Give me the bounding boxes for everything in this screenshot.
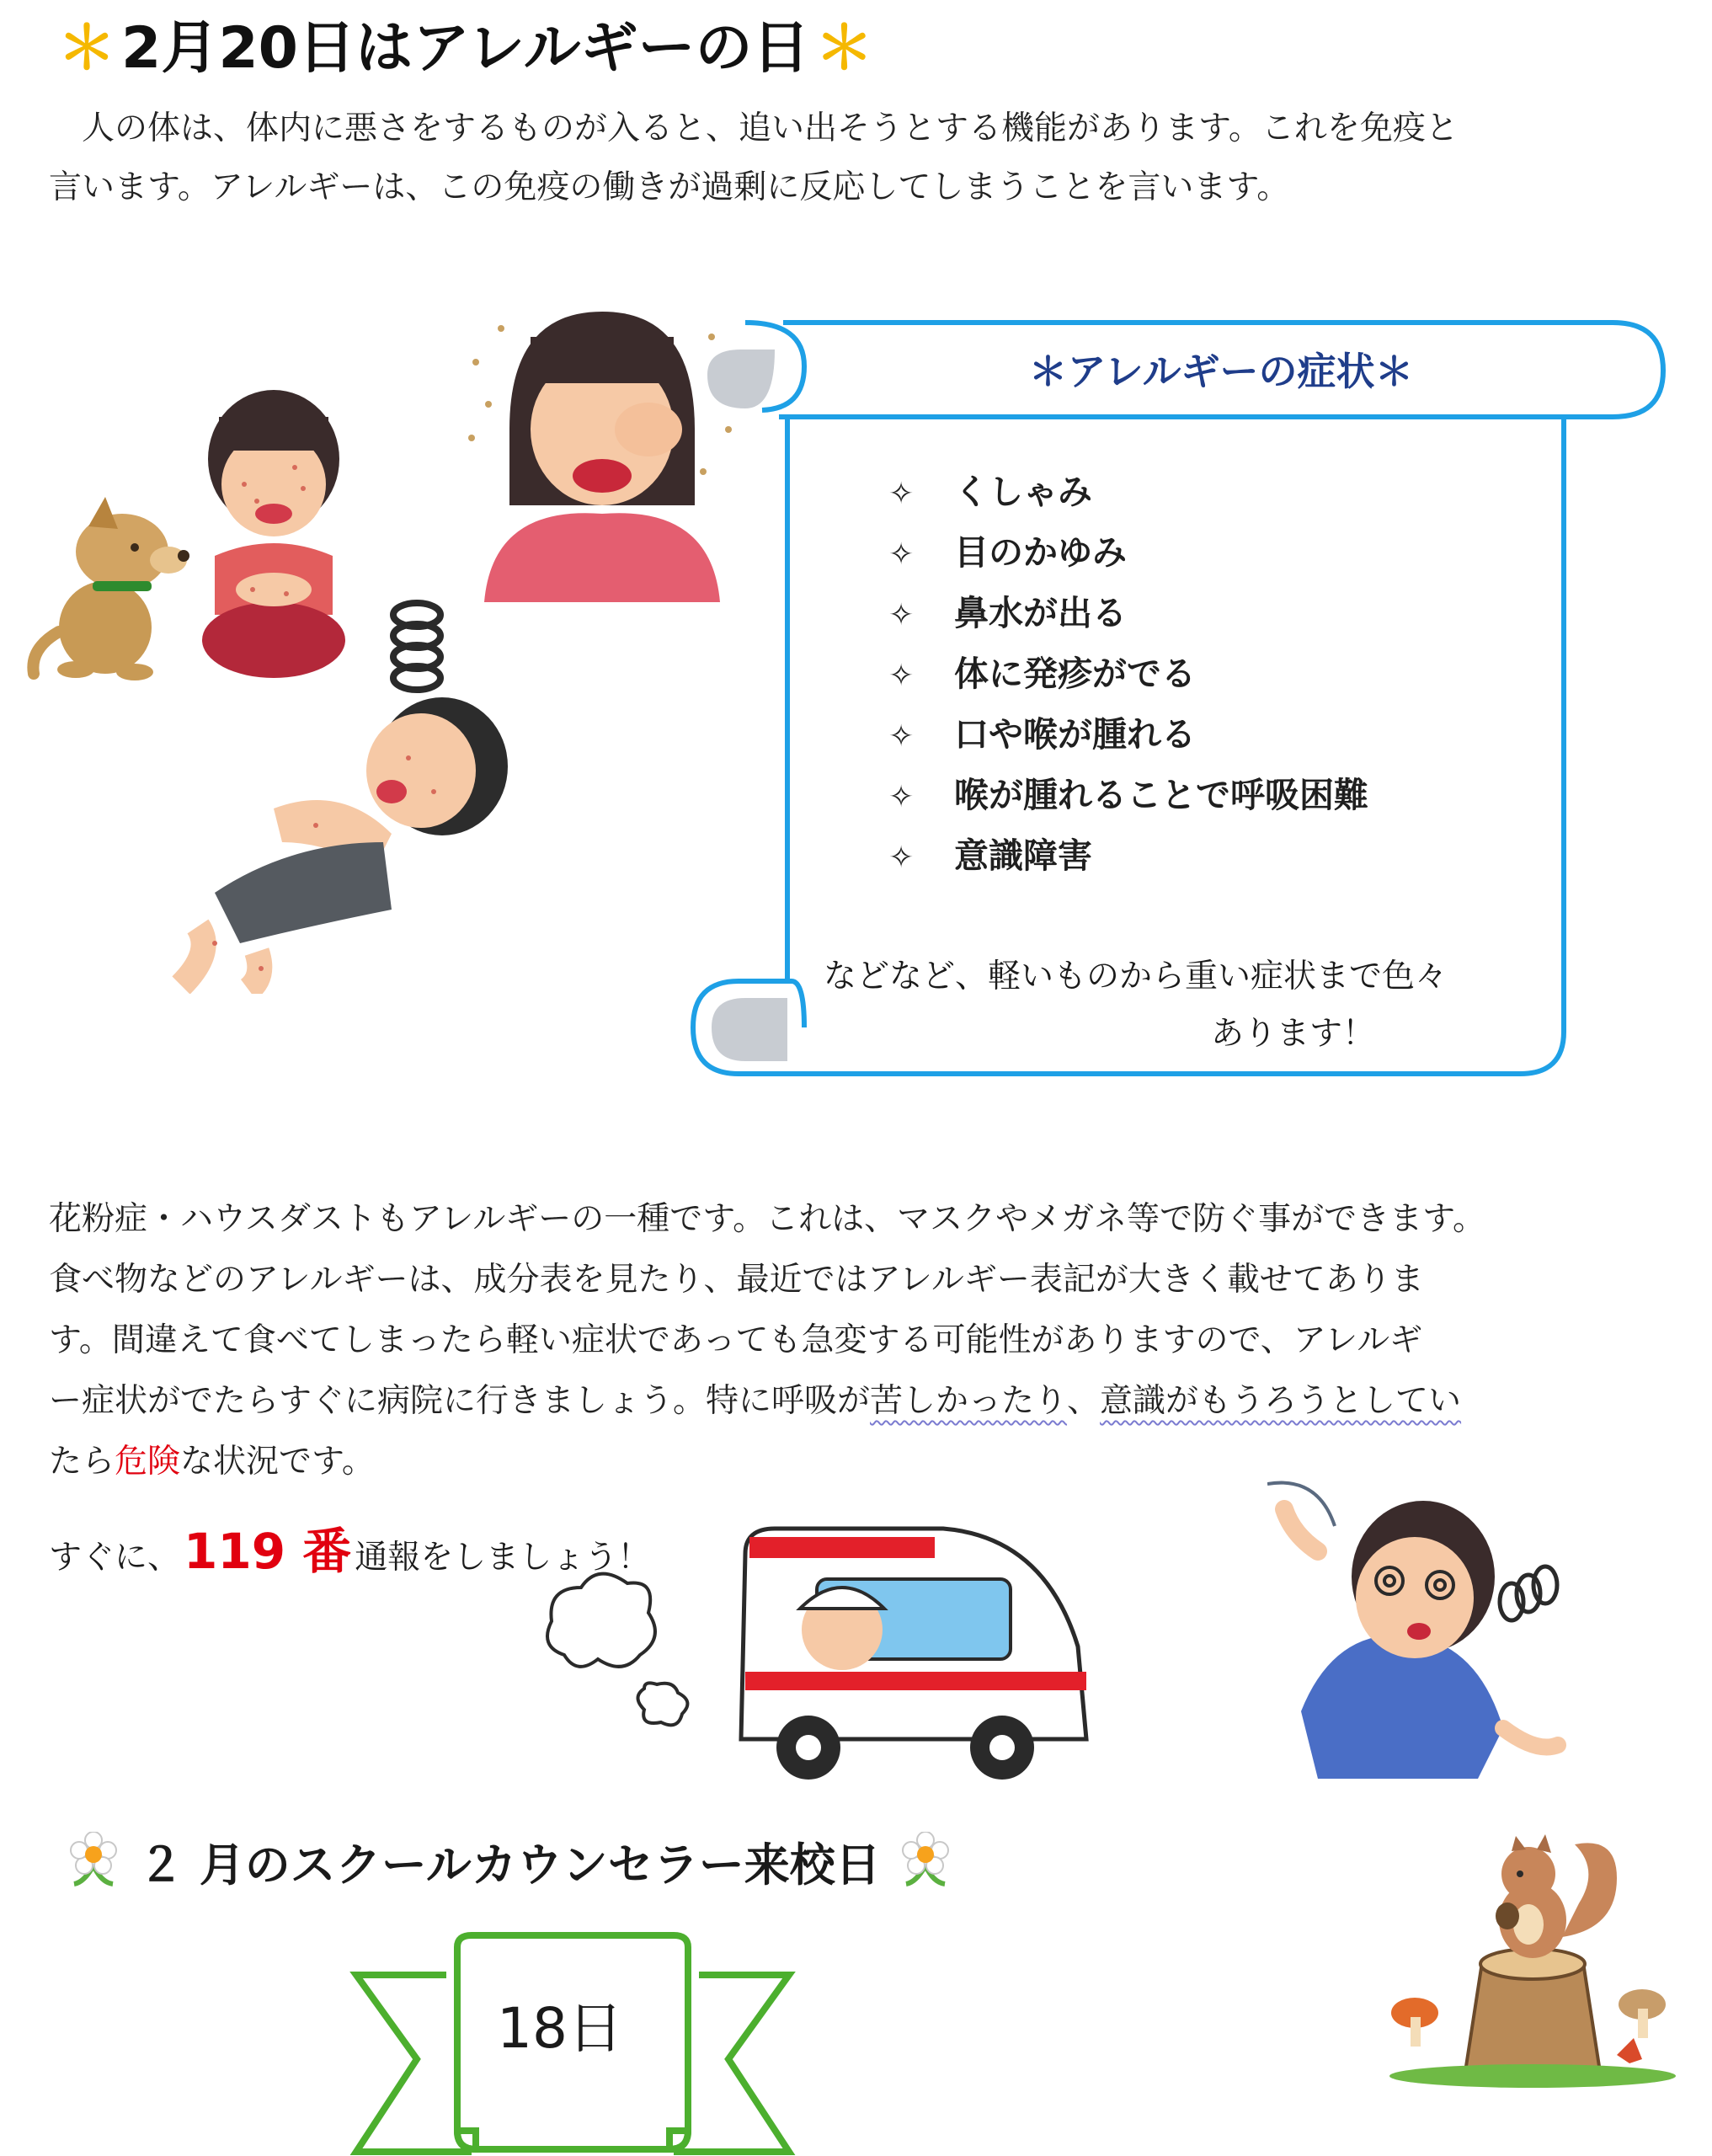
symptom-label: 体に発疹がでる <box>954 654 1196 694</box>
paragraph-line <box>49 1371 1531 1432</box>
symptom-label: 意識障害 <box>954 835 1092 876</box>
sparkle-bullet-icon: ✧ <box>888 841 915 875</box>
symptom-label: 鼻水が出る <box>954 593 1127 633</box>
symptom-list <box>888 462 1368 886</box>
symptom-label: くしゃみ <box>954 472 1092 512</box>
paragraph-line: 花粉症・ハウスダストもアレルギーの一種です。これは、マスクやメガネ等で防ぐ事ができます。 <box>49 1200 1486 1238</box>
list-item <box>888 462 1368 522</box>
symptom-box-title: ＊アレルギーの症状＊ <box>1028 349 1414 394</box>
emergency-number: 119 番 <box>184 1523 352 1580</box>
allergy-paragraph <box>49 1189 1531 1492</box>
spellcheck-segment: 苦しかったり <box>870 1382 1068 1420</box>
intro-line: 人の体は、体内に悪さをするものが入ると、追い出そうとする機能があります。これを免疫と <box>49 109 1459 147</box>
list-item <box>888 825 1368 886</box>
text-segment: 、 <box>1067 1382 1101 1420</box>
sparkle-bullet-icon: ✧ <box>888 598 915 632</box>
intro-paragraph <box>49 99 1480 217</box>
symptom-note: などなど、軽いものから重い症状まで色々 <box>824 958 1448 995</box>
counselor-date: 18日 <box>497 1996 623 2061</box>
daisy-icon <box>899 1832 952 1891</box>
text-segment: ー症状がでたらすぐに病院に行きましょう。特に呼吸が <box>49 1382 871 1420</box>
symptom-label: 目のかゆみ <box>954 532 1127 573</box>
squirrel-stump-illustration <box>1364 1811 1676 2089</box>
text-segment: たら <box>49 1443 115 1481</box>
spellcheck-segment: 意識がもうろうとしてい <box>1100 1382 1462 1420</box>
star-icon: ＊ <box>814 13 874 83</box>
list-item <box>888 583 1368 643</box>
danger-word: 危険 <box>115 1443 181 1481</box>
counselor-heading <box>67 1823 952 1899</box>
symptom-label: 喉が腫れることで呼吸困難 <box>954 775 1368 815</box>
ambulance-illustration <box>539 1520 1103 1794</box>
dizzy-woman-illustration <box>1267 1476 1587 1779</box>
daisy-icon <box>67 1832 120 1891</box>
sparkle-bullet-icon: ✧ <box>888 659 915 693</box>
sparkle-bullet-icon: ✧ <box>888 477 915 511</box>
counselor-heading-text: ２ 月のスクールカウンセラー来校日 <box>138 1838 881 1892</box>
list-item <box>888 522 1368 583</box>
boy-collapsed-illustration <box>164 590 526 994</box>
list-item <box>888 704 1368 765</box>
sparkle-bullet-icon: ✧ <box>888 719 915 754</box>
paragraph-line: す。間違えて食べてしまったら軽い症状であっても急変する可能性がありますので、アレルギ <box>49 1321 1423 1359</box>
list-item <box>888 765 1368 825</box>
symptom-note: あります！ <box>1211 1015 1376 1053</box>
sparkle-bullet-icon: ✧ <box>888 780 915 814</box>
page-title <box>52 5 879 81</box>
intro-line: 言います。アレルギーは、この免疫の働きが過剰に反応してしまうことを言います。 <box>49 168 1290 206</box>
text-segment: な状況です。 <box>180 1443 375 1481</box>
title-text: 2月20日はアレルギーの日 <box>121 14 810 82</box>
star-icon: ＊ <box>57 13 116 83</box>
sparkle-bullet-icon: ✧ <box>888 537 915 572</box>
symptom-label: 口や喉が腫れる <box>954 714 1196 755</box>
call-prefix: すぐに、 <box>49 1539 181 1577</box>
list-item <box>888 643 1368 704</box>
paragraph-line: 食べ物などのアレルギーは、成分表を見たり、最近ではアレルギー表記が大きく載せてありま <box>49 1261 1424 1299</box>
call-suffix: 通報をしましょう！ <box>355 1539 651 1577</box>
